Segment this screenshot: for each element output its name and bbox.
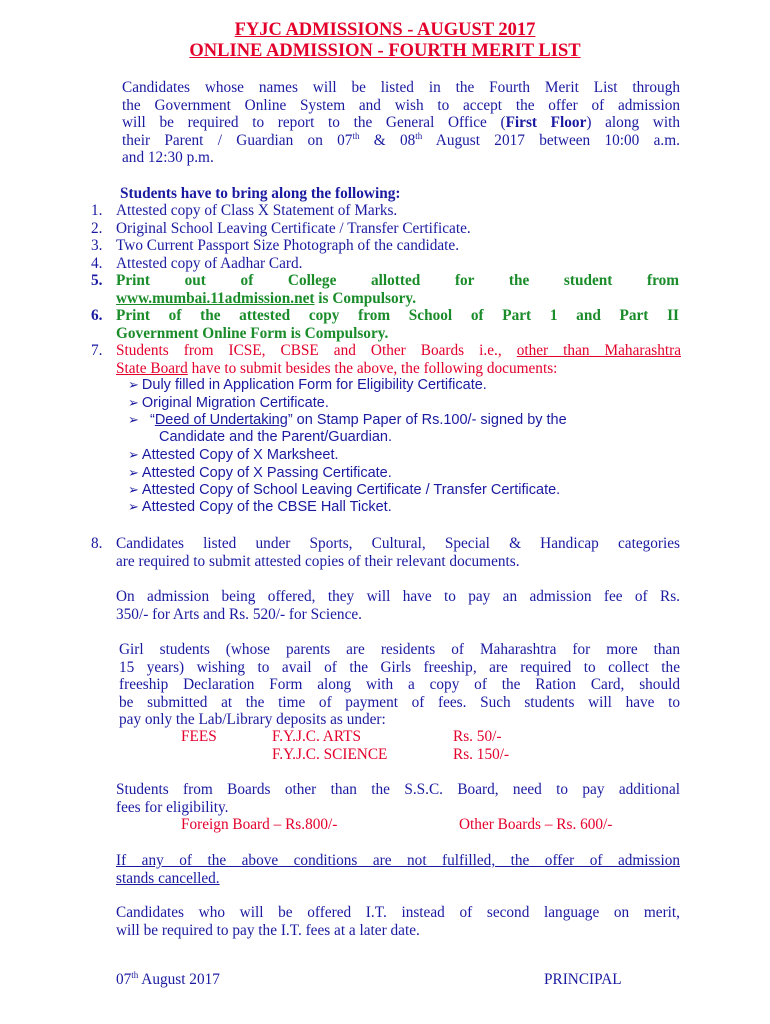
item-number: 4. <box>91 255 103 272</box>
item-text: is Compulsory. <box>314 289 417 307</box>
item-line: Print out of College allotted for the student from <box>116 272 679 289</box>
item-line <box>116 290 679 308</box>
item-line: Print of the attested copy from School of Part 1 and Part II <box>116 307 679 324</box>
bullet-text: Attested Copy of the CBSE Hall Ticket. <box>141 499 392 515</box>
bullet-text: Attested Copy of X Passing Certificate. <box>141 465 392 481</box>
item-line <box>116 342 681 360</box>
document-bullet <box>128 395 688 413</box>
para-line: freeship Declaration Form along with a copy of the Ration Card, should <box>119 676 680 694</box>
item-number: 5. <box>91 272 103 289</box>
para-line: Students from Boards other than the S.S.C. Board, need to pay additional <box>116 781 680 798</box>
item-line: Candidates listed under Sports, Cultural, Special & Handicap categories <box>116 535 680 552</box>
para-line: 15 years) wishing to avail of the Girls freeship, are required to collect the <box>119 658 680 676</box>
para-line: If any of the above conditions are not fulfilled, the offer of admission <box>116 852 680 869</box>
intro-line: the Government Online System and wish to accept the offer of admission <box>122 96 680 114</box>
intro-line <box>122 132 680 150</box>
cancellation-paragraph <box>116 852 680 887</box>
item-number: 2. <box>91 220 103 237</box>
document-bullet <box>128 412 688 430</box>
para-line: stands cancelled. <box>116 869 220 887</box>
footer-date <box>116 971 220 989</box>
arrow-bullet-icon: ➢ <box>128 483 139 498</box>
para-line: be submitted at the time of payment of fees. Such students will have to <box>119 693 680 711</box>
bullet-text: “ <box>149 412 155 428</box>
deed-of-undertaking-text: Deed of Undertaking <box>154 412 288 428</box>
list-item: Two Current Passport Size Photograph of the candidate. <box>116 237 460 254</box>
intro-text: ) along with <box>586 114 680 132</box>
para-line: Girl students (whose parents are residents of Maharashtra for more than <box>119 641 680 658</box>
first-floor-text: First Floor <box>505 114 587 132</box>
arrow-bullet-icon: ➢ <box>128 378 139 393</box>
bullet-text: ” on Stamp Paper of Rs.100/- signed by the <box>287 412 567 428</box>
fees-amount: Rs. 50/- <box>453 728 502 745</box>
other-boards-fee: Other Boards – Rs. 600/- <box>459 816 613 833</box>
para-line: fees for eligibility. <box>116 798 229 816</box>
superscript: th <box>415 130 423 141</box>
girls-freeship-paragraph <box>119 641 680 729</box>
bring-heading: Students have to bring along the following: <box>120 185 401 202</box>
list-item-print-college <box>116 272 679 307</box>
fees-label: FEES <box>181 728 217 745</box>
list-item: Original School Leaving Certificate / Transfer Certificate. <box>116 220 471 237</box>
bullet-text: Attested Copy of School Leaving Certificate / Transfer Certificate. <box>141 482 561 498</box>
document-bullet <box>128 499 688 517</box>
arrow-bullet-icon: ➢ <box>128 396 139 411</box>
superscript: th <box>352 130 360 141</box>
document-bullet <box>128 465 688 483</box>
fees-amount: Rs. 150/- <box>453 746 510 763</box>
para-line: pay only the Lab/Library deposits as under: <box>119 711 386 729</box>
fees-course: F.Y.J.C. SCIENCE <box>272 746 388 763</box>
intro-text: & 08 <box>359 131 416 149</box>
document-bullet <box>128 482 688 500</box>
intro-line: and 12:30 p.m. <box>122 149 214 167</box>
bullet-continuation: Candidate and the Parent/Guardian. <box>159 429 392 445</box>
para-line: 350/- for Arts and Rs. 520/- for Science. <box>116 605 362 623</box>
page-subtitle: ONLINE ADMISSION - FOURTH MERIT LIST <box>189 41 581 61</box>
para-line: On admission being offered, they will have to pay an admission fee of Rs. <box>116 588 680 605</box>
list-item-print-form <box>116 307 679 342</box>
bullet-text: Original Migration Certificate. <box>141 395 329 411</box>
footer-principal: PRINCIPAL <box>544 971 622 988</box>
intro-text: will be required to report to the General Office ( <box>122 114 506 132</box>
arrow-bullet-icon: ➢ <box>128 413 139 428</box>
item-line: are required to submit attested copies of their relevant documents. <box>116 552 520 570</box>
list-item: Attested copy of Class X Statement of Marks. <box>116 202 398 219</box>
intro-text: their Parent / Guardian on 07 <box>122 131 353 149</box>
list-item-other-boards <box>116 342 681 377</box>
date-month-year: August 2017 <box>138 971 220 988</box>
item-number: 8. <box>91 535 103 552</box>
date-day: 07 <box>116 971 132 988</box>
it-fee-paragraph <box>116 904 680 939</box>
item-number: 7. <box>91 342 103 359</box>
document-bullet <box>128 377 688 395</box>
bullet-text: Attested Copy of X Marksheet. <box>141 447 339 463</box>
list-item-categories <box>116 535 680 570</box>
intro-line <box>122 114 680 132</box>
arrow-bullet-icon: ➢ <box>128 448 139 463</box>
admission-website-link[interactable]: www.mumbai.11admission.net <box>116 289 315 307</box>
intro-text: August 2017 between 10:00 a.m. <box>422 131 680 149</box>
boards-fee-paragraph <box>116 781 680 816</box>
arrow-bullet-icon: ➢ <box>128 500 139 515</box>
para-line: Candidates who will be offered I.T. instead of second language on merit, <box>116 904 680 921</box>
arrow-bullet-icon: ➢ <box>128 466 139 481</box>
item-text: Students from ICSE, CBSE and Other Boards i.e., <box>116 342 517 359</box>
item-text: have to submit besides the above, the following documents: <box>187 359 558 377</box>
intro-line: Candidates whose names will be listed in the Fourth Merit List through <box>122 79 680 96</box>
superscript: th <box>131 969 139 980</box>
document-bullet <box>128 447 688 465</box>
item-number: 6. <box>91 307 103 324</box>
item-number: 1. <box>91 202 103 219</box>
item-text-underlined: State Board <box>116 359 188 377</box>
intro-paragraph <box>122 79 680 167</box>
para-line: will be required to pay the I.T. fees at a later date. <box>116 921 420 939</box>
list-item: Attested copy of Aadhar Card. <box>116 255 303 272</box>
item-line <box>116 360 681 378</box>
foreign-board-fee: Foreign Board – Rs.800/- <box>181 816 338 833</box>
fees-course: F.Y.J.C. ARTS <box>272 728 361 745</box>
item-number: 3. <box>91 237 103 254</box>
page-title: FYJC ADMISSIONS - AUGUST 2017 <box>234 20 536 40</box>
bullet-text: Duly filled in Application Form for Eligibility Certificate. <box>141 377 487 393</box>
item-text-underlined: other than Maharashtra <box>516 342 681 359</box>
item-line: Government Online Form is Compulsory. <box>116 324 389 342</box>
admission-fee-paragraph <box>116 588 680 623</box>
